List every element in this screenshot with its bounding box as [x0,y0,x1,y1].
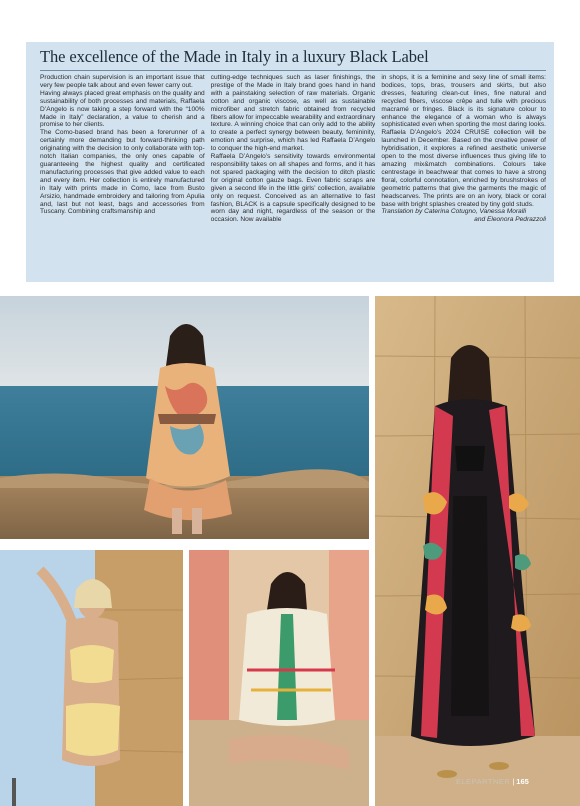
photo-shirt-graphic [189,550,369,806]
paragraph: Having always placed great emphasis on the quality and sustainability of both processes and materials, Raffaela D’Angelo is now taking a step forward with the “100% Made in Italy” declaration, a value to cherish and a promise to her clients. [40,89,205,129]
article-title: The excellence of the Made in Italy in a luxury Black Label [40,47,429,66]
paragraph: Raffaela D’Angelo’s sensitivity towards environmental responsibility takes on all shapes and forms, and it has not spared packaging with the decision to ditch plastic for original cotton gauze bags. Even fabric scraps are given a second life in the little girls’ collection, available only on request. Conceived as an alternative to fast fashion, BLACK is a capsule specifically designed to be worn day and night, regardless of the season or the occasion. Now available [210,153,376,224]
paragraph: The Como-based brand has been a forerunner of a certainly more demanding but forward-thinking path originating with the decision to only collaborate with top-notch Italian companies, the only ones capable of guaranteeing the highest quality and certificated manufacturing processes that give added value to each and every item. Her collection is entirely manufactured in Italy with prints made in Como, lace from Busto Arsizio, handmade embroidery and tailoring from Apulia and, last but not least, bags and accessories from Tuscany. Combining craftsmanship and [40,129,205,216]
photo-swimsuit-graphic [0,550,183,806]
paragraph: cutting-edge techniques such as laser finishings, the prestige of the Made in Italy brand goes hand in hand with a painstaking selection of raw materials. Organic cotton and organic viscose, as well as sustainable microfiber and stretch fabric obtained from recycled fibers allow for impeccable wearability and extraordinary texture. A winning choice that can only add to the ability to create a perfect synergy between beauty, femininity, emotion and surprise, which has led Raffaela D’Angelo to conquer the high-end market. [210,74,376,153]
photo-seaside-graphic [0,296,369,539]
photo-embroidered-shirt [189,550,369,806]
photo-kimono-graphic [375,296,580,806]
photo-stone-wall-kimono [375,296,580,806]
magazine-name: ELEPARTNER [456,777,511,786]
article-column-2 [211,74,376,278]
page-number: 165 [516,777,529,786]
footer-separator: | [512,777,515,786]
translation-credit: Translation by Caterina Cotugno, Vanessa Moralli [381,208,527,216]
page-footer [456,777,576,791]
article-column-3 [381,74,546,278]
photo-seaside-floral-dress [0,296,369,539]
photo-yellow-swimsuit [0,550,183,806]
article-body [40,74,546,278]
title-divider [40,70,546,71]
paragraph: Production chain supervision is an important issue that very few people talk about and even fewer carry out. [40,74,205,89]
paragraph: in shops, it is a feminine and sexy line of small items: bodices, tops, bras, trousers and skirts, but also dresses, featuring clean-cut lines, fine natural and recycled fibers, viscose crêpe and tulle with precious macramé or fringes. Black is its signature colour to enhance the elegance of a woman who is always sophisticated even when sporting the most daring looks. Raffaela D’Angelo’s 2024 CRUISE collection will be launched in December. Based on the creative power of hybridisation, it explores a refined aesthetic universe open to the most diverse influences thus giving life to amazing mix&match combinations. Colours take centrestage in beachwear that comes to have a strong floral, colorful connotation, enriched by brushstrokes of geometric patterns that give the garments the magic of headscarves. The prints are on an ivory, black or coral base with bright splashes created by tiny gold studs. [381,74,547,208]
translation-credit-continued: and Eleonora Pedrazzoli [474,216,547,224]
article-column-1 [40,74,205,278]
